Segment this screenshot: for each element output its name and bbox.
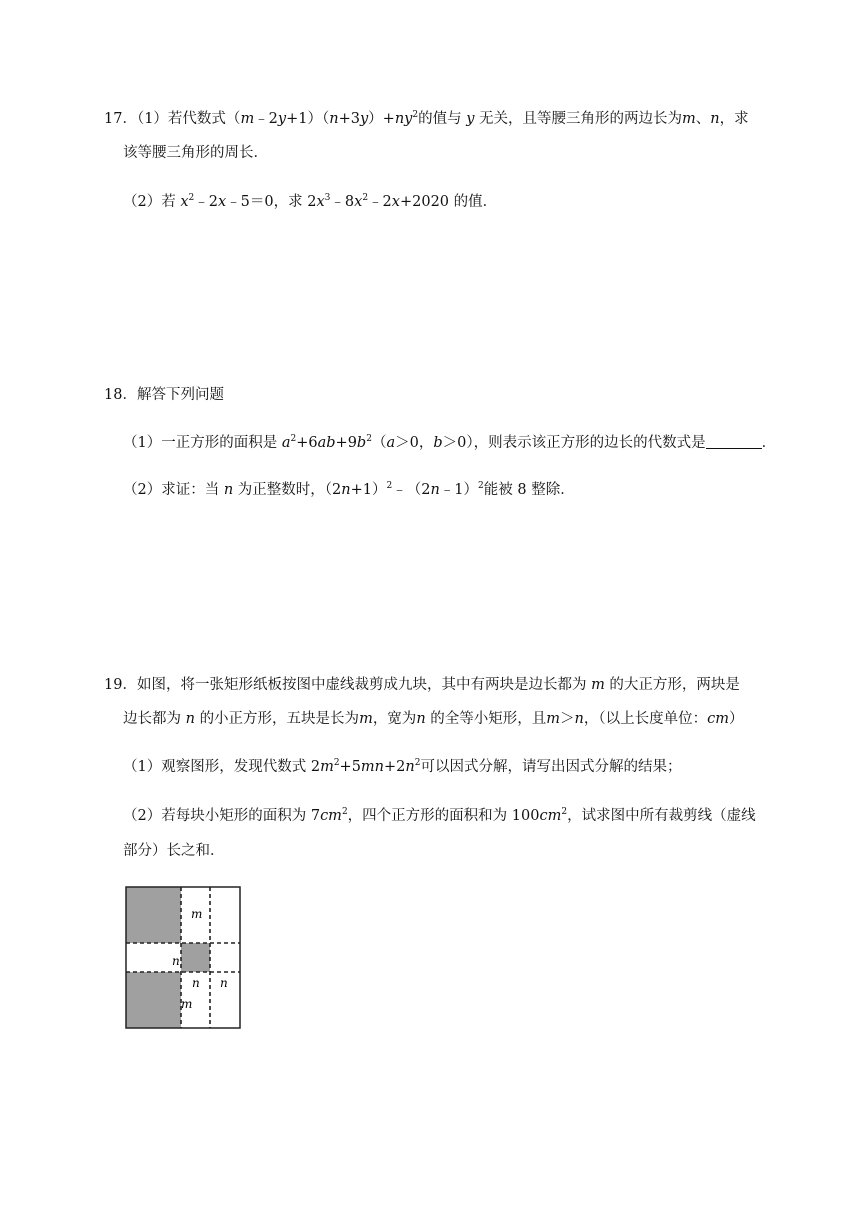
var: m	[682, 111, 696, 127]
text: ﹣（2	[392, 482, 431, 498]
text: ﹣2	[194, 194, 218, 210]
text: +5	[339, 759, 361, 775]
var: y	[277, 111, 287, 127]
text: ＞0，	[395, 435, 434, 451]
q19-line2	[123, 709, 743, 729]
text: +2020 的值．	[399, 194, 498, 210]
q19-part2-line2	[123, 841, 225, 861]
text: ，求	[719, 111, 749, 127]
var: a	[281, 435, 291, 451]
text: 能被 8 整除．	[483, 482, 575, 498]
exponent: 2	[333, 758, 340, 768]
var: x	[354, 194, 363, 210]
q17-line1	[104, 109, 749, 129]
text: （1）观察图形，发现代数式 2	[123, 759, 321, 775]
var: n	[185, 711, 195, 727]
var: x	[218, 194, 227, 210]
var: y	[466, 111, 475, 127]
var: m	[591, 677, 605, 693]
text: +9	[335, 435, 357, 451]
var: n	[574, 711, 584, 727]
q18-part2	[123, 480, 575, 500]
text: ﹣1）	[439, 482, 479, 498]
var: m	[320, 759, 334, 775]
var: x	[316, 194, 325, 210]
text: +1）（	[286, 111, 330, 127]
text: ，试求图中所有裁剪线（虚线	[567, 808, 756, 824]
q19-part1	[123, 757, 681, 777]
var: n	[405, 759, 415, 775]
exponent: 2	[188, 193, 195, 203]
text: +2	[384, 759, 406, 775]
q19-line1	[104, 675, 740, 695]
q19-part2	[123, 806, 756, 826]
text: ＞	[560, 711, 575, 727]
text: ﹣8	[330, 194, 355, 210]
text: ，（以上长度单位：	[583, 711, 708, 727]
label-n-right: n	[220, 976, 228, 990]
text: （1）一正方形的面积是	[123, 435, 278, 451]
text: （2）若	[123, 194, 176, 210]
var: ab	[317, 435, 336, 451]
label-m-bottom: m	[181, 997, 193, 1011]
q17-line2	[123, 143, 268, 163]
exponent: 2	[362, 193, 369, 203]
var: x	[391, 194, 400, 210]
q18-title	[104, 385, 224, 405]
label-m-top: m	[191, 907, 203, 921]
var: a	[386, 435, 396, 451]
exponent: 2	[290, 434, 297, 444]
text: 为正整数时，（2	[237, 482, 342, 498]
text: +1）	[350, 482, 387, 498]
text: 、	[695, 111, 711, 127]
var: m	[359, 711, 373, 727]
answer-blank[interactable]	[706, 434, 762, 449]
var: m	[546, 711, 561, 727]
text: +3	[338, 111, 360, 127]
var: n	[430, 482, 440, 498]
text: ）	[728, 711, 744, 727]
exponent: 2	[414, 758, 421, 768]
exponent: 2	[412, 110, 419, 120]
text: ，宽为	[372, 711, 417, 727]
text: 的值与	[418, 111, 462, 127]
exponent: 2	[386, 481, 393, 491]
var: b	[433, 435, 443, 451]
text: 18．解答下列问题	[104, 387, 224, 403]
text: （2）若每块小矩形的面积为 7	[123, 808, 321, 824]
var: n	[416, 711, 426, 727]
var: n	[341, 482, 351, 498]
text: ＞0），则表示该正方形的边长的代数式是	[442, 435, 706, 451]
var: cm	[539, 808, 562, 824]
question-number: 17．	[104, 111, 137, 127]
text: 的全等小矩形，且	[430, 711, 547, 727]
exponent: 2	[366, 434, 372, 444]
text: 该等腰三角形的周长．	[123, 145, 268, 161]
text: 无关，且等腰三角形的两边长为	[479, 111, 683, 127]
label-n-left: n	[192, 976, 200, 990]
large-square-bottom	[126, 972, 181, 1028]
var: ny	[394, 111, 413, 127]
text: 部分）长之和．	[123, 843, 225, 859]
exponent: 2	[478, 481, 484, 491]
var: b	[356, 435, 367, 451]
text: ．	[761, 435, 777, 451]
text: +6	[296, 435, 318, 451]
var: cm	[320, 808, 342, 824]
text: ﹣2	[254, 111, 278, 127]
small-square-center	[181, 943, 210, 972]
exponent: 3	[324, 193, 331, 203]
text: ﹣5＝0，求 2	[226, 194, 317, 210]
exponent: 2	[341, 807, 348, 817]
var: n	[223, 482, 234, 498]
var: x	[180, 194, 189, 210]
text: 可以因式分解，请写出因式分解的结果；	[420, 759, 682, 775]
text: ）+	[368, 111, 395, 127]
text: ，四个正方形的面积和为 100	[347, 808, 540, 824]
text: 19．如图，将一张矩形纸板按图中虚线裁剪成九块，其中有两块是边长都为	[104, 677, 587, 693]
large-square-top	[126, 887, 181, 943]
text: （	[371, 435, 387, 451]
text: 的小正方形，五块是长为	[199, 711, 360, 727]
label-n-middle: n	[172, 954, 180, 968]
var: y	[359, 111, 369, 127]
cut-rectangle-figure	[125, 886, 241, 1029]
text: ﹣2	[368, 194, 392, 210]
var: n	[710, 111, 720, 127]
var: cm	[707, 711, 729, 727]
text: （1）若代数式（	[136, 111, 241, 127]
text: （2）求证：当	[123, 482, 220, 498]
text: 的大正方形，两块是	[609, 677, 740, 693]
q17-part2	[123, 192, 497, 212]
var: n	[329, 111, 339, 127]
q18-part1	[123, 433, 776, 453]
var: mn	[360, 759, 385, 775]
var: m	[240, 111, 255, 127]
exponent: 2	[561, 807, 568, 817]
text: 边长都为	[123, 711, 181, 727]
